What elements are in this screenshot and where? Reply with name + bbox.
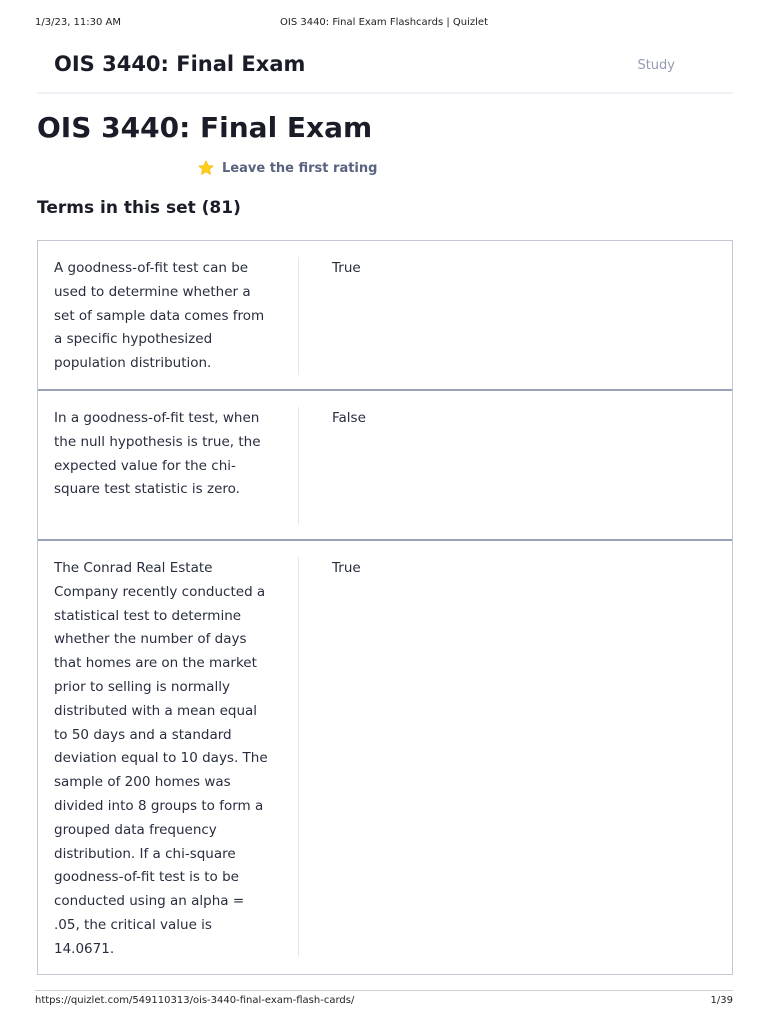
leave-rating-button[interactable] xyxy=(197,158,377,178)
definition-text: False xyxy=(332,410,366,426)
print-datetime: 1/3/23, 11:30 AM xyxy=(35,17,122,28)
print-url: https://quizlet.com/549110313/ois-3440-final-exam-flash-cards/ xyxy=(35,995,355,1006)
page-title: OIS 3440: Final Exam xyxy=(37,111,373,144)
term-card xyxy=(38,241,732,391)
star-icon xyxy=(197,159,215,177)
term-text: In a goodness-of-fit test, when the null hypothesis is true, the expected value for the chi-square test statistic is zero. xyxy=(54,410,261,498)
rating-label: Leave the first rating xyxy=(222,160,378,176)
term-text: The Conrad Real Estate Company recently conducted a statistical test to determine whether the number of days that homes are on the market prior to selling is normally distributed with a mean equal to 50 days and a standard deviation equal to 10 days. The sample of 200 homes was divided into 8 groups to form a grouped data frequency distribution. If a chi-square goodness-of-fit test is to be conducted using an alpha = .05, the critical value is 14.0671. xyxy=(54,560,268,957)
term-card xyxy=(38,391,732,541)
card-divider xyxy=(298,557,299,957)
definition-text: True xyxy=(332,260,361,276)
definition-text: True xyxy=(332,560,361,576)
set-name: OIS 3440: Final Exam xyxy=(54,52,306,76)
terms-heading: Terms in this set (81) xyxy=(37,198,241,218)
term-text: A goodness-of-fit test can be used to determine whether a set of sample data comes from a specific hypothesized population distribution. xyxy=(54,260,265,372)
print-header xyxy=(35,17,733,31)
card-divider xyxy=(298,257,299,375)
set-header-bar xyxy=(37,40,733,94)
card-divider xyxy=(298,407,299,525)
study-link[interactable]: Study xyxy=(637,58,675,73)
terms-list xyxy=(37,240,733,975)
print-footer xyxy=(35,990,733,1011)
print-document-title: OIS 3440: Final Exam Flashcards | Quizlet xyxy=(280,17,488,28)
page-number: 1/39 xyxy=(710,995,733,1006)
term-card xyxy=(38,541,732,972)
